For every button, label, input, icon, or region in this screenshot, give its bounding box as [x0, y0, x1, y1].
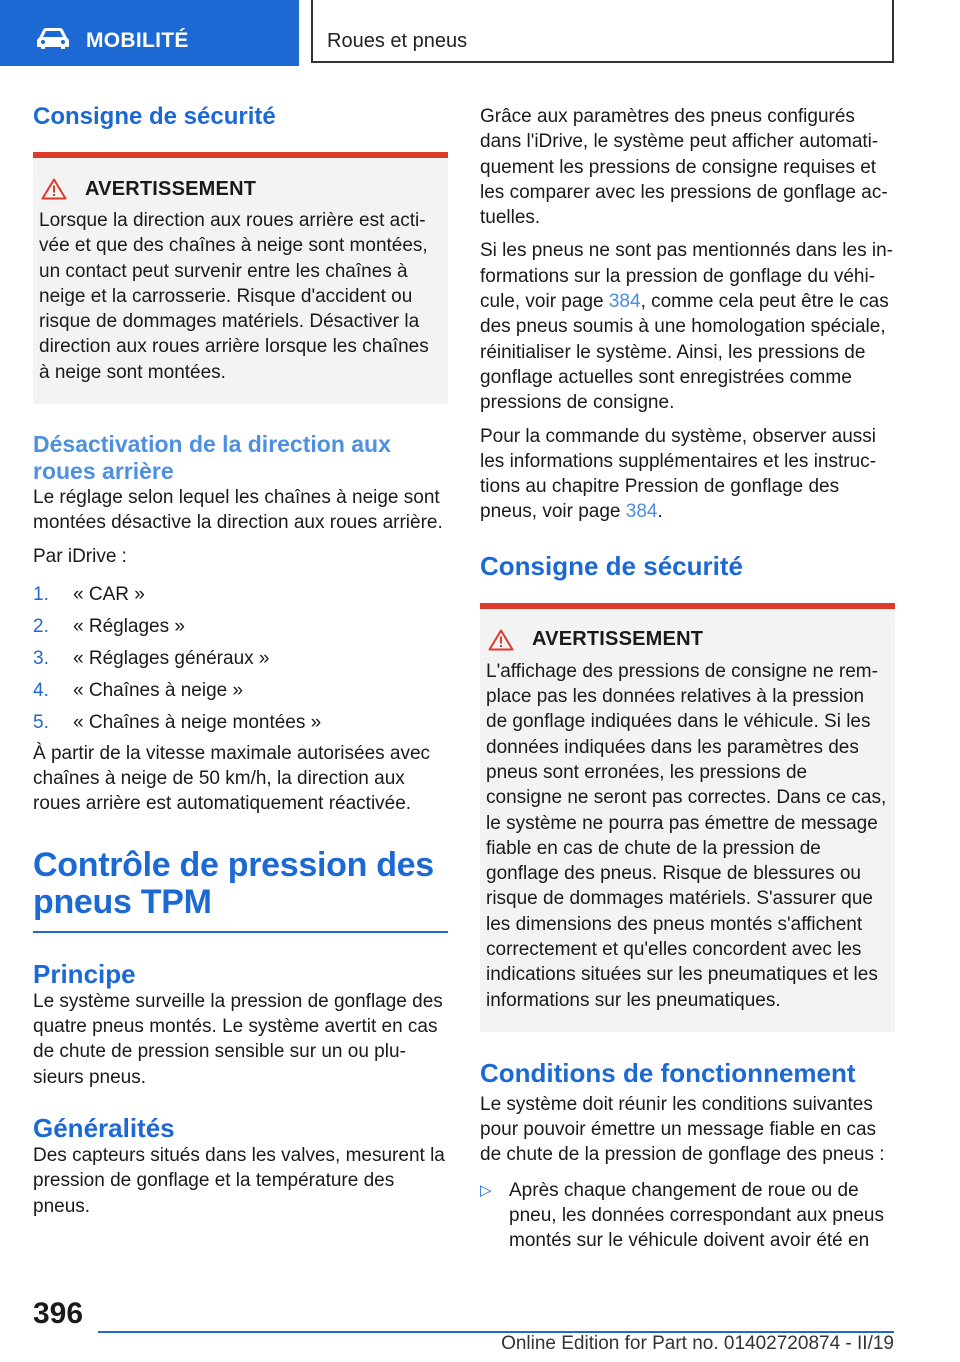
via-idrive-text: Par iDrive :: [33, 545, 127, 567]
reactivation-text: À partir de la vitesse maximale autorisées avec chaînes à neige de 50 km/h, la direction aux roues arrière est automatiquement réactivée.: [33, 742, 431, 815]
chapter-tab: [311, 0, 894, 63]
list-item: 1. « CAR »: [33, 583, 145, 605]
deactivation-heading: Désactivation de la direction aux roues arrière: [33, 431, 391, 484]
list-item: ▷ Après chaque changement de roue ou de pneu, les données correspondant aux pneus montés sur le véhicule doivent avoir été en: [480, 1178, 895, 1254]
page-link[interactable]: 384: [608, 291, 641, 313]
conditions-heading: Conditions de fonctionnement: [480, 1057, 856, 1088]
principe-heading: Principe: [33, 958, 136, 989]
conditions-list: [480, 1178, 895, 1254]
warning-triangle-icon: [488, 629, 514, 651]
principe-text: Le système surveille la pression de gonflage des quatre pneus montés. Le système avertit en cas de chute de pression sensible sur un ou plusieurs pneus.: [33, 990, 443, 1088]
left-column: [33, 95, 448, 1219]
safety-heading-left: Consigne de sécurité: [33, 103, 276, 130]
generalites-text: Des capteurs situés dans les valves, mesurent la pression de gonflage et la température des pneus.: [33, 1144, 445, 1217]
section-label: MOBILITÉ: [86, 29, 189, 52]
footer-edition: Online Edition for Part no. 01402720874 - II/19: [501, 1333, 894, 1354]
reset-text: Si les pneus ne sont pas mentionnés dans les informations sur la pression de gonflage du véhicule, voir page 384, comme cela peut être le cas des pneus soumis à une homologation spéciale, réinitialiser le système. Ainsi, les pressions de gonflage actuelles sont enregistrées comme pressions de consigne.: [480, 240, 893, 414]
menu-steps: [33, 579, 448, 739]
generalites-heading: Généralités: [33, 1112, 175, 1143]
operation-text: Pour la commande du système, observer aussi les informations supplémentaires et les instructions au chapitre Pression de gonflage des pneus, voir page 384.: [480, 425, 877, 523]
warning-box-1: [33, 152, 448, 404]
warning-text: L'affichage des pressions de consigne ne remplace pas les données relatives à la pression de gonflage indiquées dans le véhicule. Si les données indiquées dans les paramètres des pneus sont erronées, les pressions de consigne ne seront pas correctes. Dans ce cas, le système ne pourra pas émettre de message fiable en cas de chute de la pression de gonflage des pneus. Risque de blessures ou risque de dommages matériels. S'assurer que les dimensions des pneus montés s'affichent correctement et qu'elles concordent avec les indications situées sur les pneumatiques et les informations sur les pneumatiques.: [486, 660, 887, 1011]
list-item: 4. « Chaînes à neige »: [33, 679, 244, 701]
warning-box-2: [480, 603, 895, 1032]
car-icon: [36, 27, 70, 49]
deactivation-text: Le réglage selon lequel les chaînes à neige sont montées désactive la direction aux roues arrière.: [33, 487, 443, 534]
safety-heading-right: Consigne de sécurité: [480, 550, 743, 581]
warning-title: AVERTISSEMENT: [85, 177, 257, 200]
right-column: [480, 104, 895, 1254]
main-heading: Contrôle de pression des pneus TPM: [33, 845, 434, 921]
section-tab: [0, 0, 299, 66]
warning-text: Lorsque la direction aux roues arrière est activée et que des chaînes à neige sont montées, un contact peut survenir entre les chaînes à neige et la carrosserie. Risque d'accident ou risque de dommages matériels. Désactiver la direction aux roues arrière lorsque les chaînes à neige sont montées.: [39, 210, 429, 383]
list-item: 2. « Réglages »: [33, 615, 185, 637]
list-item: 3. « Réglages généraux »: [33, 647, 270, 669]
list-item: 5. « Chaînes à neige montées »: [33, 711, 322, 733]
bullet-triangle-icon: ▷: [480, 1181, 492, 1199]
page-link[interactable]: 384: [625, 501, 658, 523]
heading-rule: [33, 931, 448, 933]
page-number: 396: [33, 1297, 84, 1330]
chapter-title: Roues et pneus: [327, 30, 468, 52]
warning-title: AVERTISSEMENT: [532, 628, 704, 651]
conditions-text: Le système doit réunir les conditions suivantes pour pouvoir émettre un message fiable en cas de chute de la pression de gonflage des pneus :: [480, 1093, 885, 1166]
intro-text: Grâce aux paramètres des pneus configurés dans l'iDrive, le système peut afficher automatiquement les pressions de consigne requises et les comparer avec les pressions de gonflage actuelles.: [480, 106, 888, 229]
warning-triangle-icon: [41, 178, 67, 200]
